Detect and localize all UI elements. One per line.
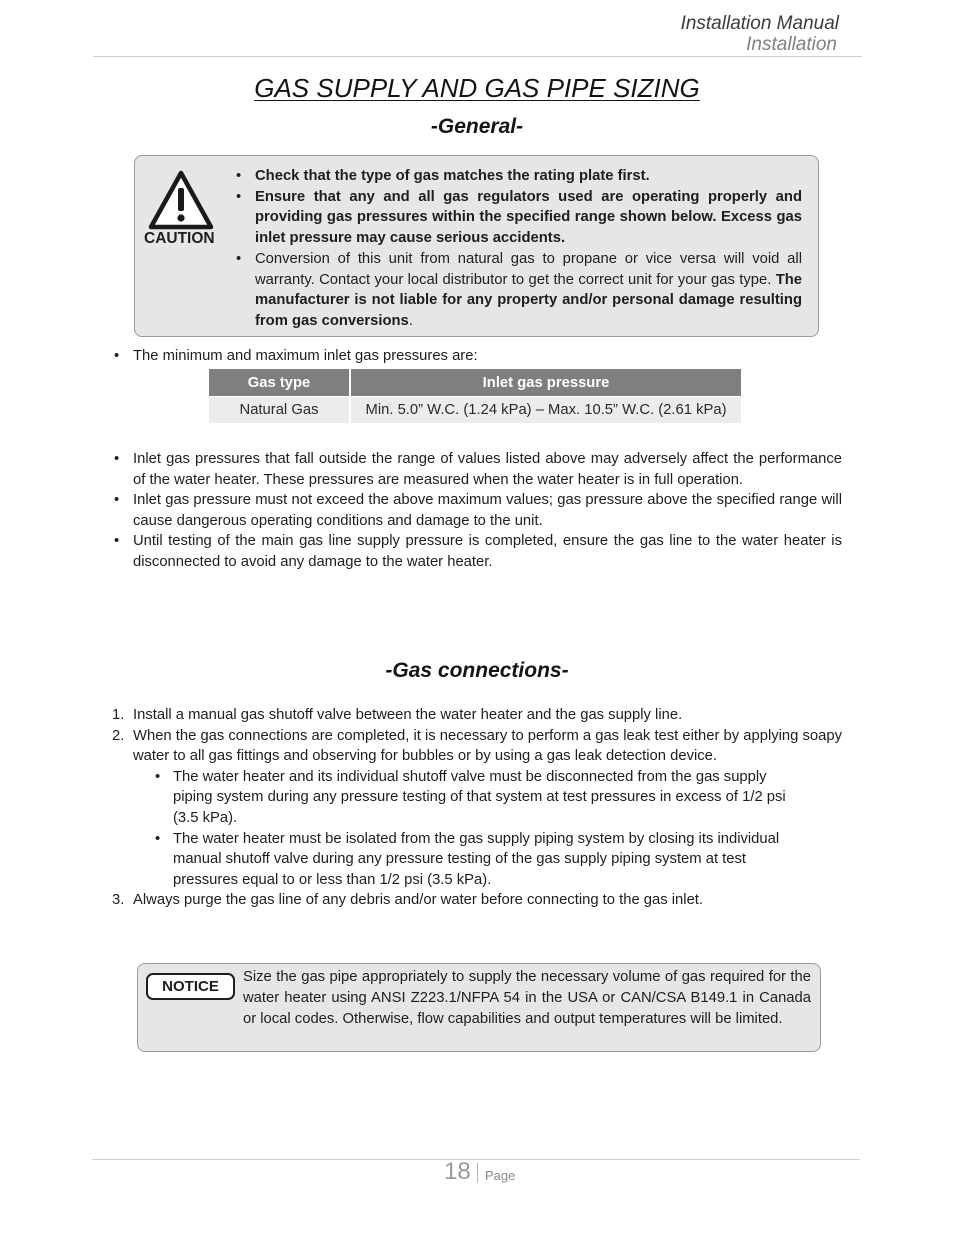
table-row (209, 396, 741, 423)
notice-text: Size the gas pipe appropriately to supply the necessary volume of gas required for the water heater using ANSI Z223.1/NFPA 54 in the USA or CAN/CSA B149.1 in Canada or local codes. Otherwise, flow capabilities and output temperatures will be limited. (243, 969, 811, 1027)
gas-pressure-table (209, 369, 741, 423)
sub-bullet: • The water heater and its individual shutoff valve must be disconnected from the gas supply piping system during any pressure testing of that system at test pressures in excess of 1/2 psi (3.5 kPa). (149, 767, 799, 829)
general-bullet: • Inlet gas pressure must not exceed the above maximum values; gas pressure above the specified range will cause dangerous operating conditions and damage to the unit. (112, 490, 842, 531)
gas-connections-heading: -Gas connections- (385, 659, 569, 682)
step-text: Always purge the gas line of any debris and/or water before connecting to the gas inlet. (133, 892, 704, 909)
sub-bullet: • The water heater must be isolated from the gas supply piping system by closing its individual manual shutoff valve during any pressure testing of the gas supply piping system at test pressures equal to or less than 1/2 psi (3.5 kPa). (149, 829, 799, 891)
step-text: Install a manual gas shutoff valve between the water heater and the gas supply line. (133, 707, 683, 723)
header-manual-title: Installation Manual (680, 13, 839, 34)
notice-box (137, 963, 821, 1052)
page-label: Page (485, 1168, 516, 1183)
footer-divider (92, 1159, 860, 1160)
page-title: GAS SUPPLY AND GAS PIPE SIZING (254, 73, 700, 103)
caution-label: CAUTION (144, 230, 215, 247)
step-number: 1. (112, 707, 125, 723)
step-number: 2. (112, 727, 125, 744)
caution-item (235, 166, 802, 187)
caution-box (134, 155, 819, 337)
notice-badge: NOTICE (146, 973, 235, 1000)
header-divider (93, 56, 862, 57)
step-text: When the gas connections are completed, it is necessary to perform a gas leak test either by applying soapy water to all gas fittings and observing for bubbles or by using a gas leak detection device. (133, 727, 842, 765)
step-item (108, 726, 842, 891)
gas-connections-steps (108, 705, 842, 911)
caution-item (235, 249, 802, 332)
caution-item-bold: Ensure that any and all gas regulators used are operating properly and providing gas pressures within the specified range shown below. Excess gas inlet pressure may cause serious accidents. (255, 188, 802, 247)
page-number: 18 (444, 1158, 471, 1185)
step-item (108, 890, 842, 911)
table-header-row (209, 369, 741, 396)
table-header-inlet-pressure: Inlet gas pressure (349, 369, 741, 396)
caution-item-tail: . (408, 312, 413, 329)
page-number-separator (477, 1163, 478, 1183)
general-heading: -General- (430, 115, 524, 138)
caution-item-bold: Check that the type of gas matches the rating plate first. (255, 168, 650, 184)
step-sub-list (149, 767, 799, 891)
caution-list (235, 166, 802, 332)
header-section-title: Installation (746, 34, 837, 55)
pressure-intro: • The minimum and maximum inlet gas pressures are: (112, 346, 842, 367)
warning-triangle-icon (148, 170, 214, 230)
step-item (108, 705, 842, 726)
general-bullet-list (112, 449, 842, 573)
general-bullet: • Until testing of the main gas line supply pressure is completed, ensure the gas line to the water heater is disconnected to avoid any damage to the water heater. (112, 531, 842, 572)
pressure-intro-list (112, 346, 842, 367)
table-cell-gas-type: Natural Gas (209, 396, 349, 423)
table-cell-inlet-pressure: Min. 5.0” W.C. (1.24 kPa) – Max. 10.5” W.C. (2.61 kPa) (349, 396, 741, 423)
caution-item-text: Conversion of this unit from natural gas to propane or vice versa will void all warranty. Contact your local distributor to get the correct unit for your gas type. (255, 250, 802, 288)
general-bullet: • Inlet gas pressures that fall outside the range of values listed above may adversely affect the performance of the water heater. These pressures are measured when the water heater is in full operation. (112, 449, 842, 490)
caution-item-bold: The manufacturer is not liable for any property and/or personal damage resulting from gas conversions (255, 271, 802, 329)
caution-item (235, 187, 802, 249)
table-header-gas-type: Gas type (209, 369, 349, 396)
step-number: 3. (112, 892, 125, 909)
